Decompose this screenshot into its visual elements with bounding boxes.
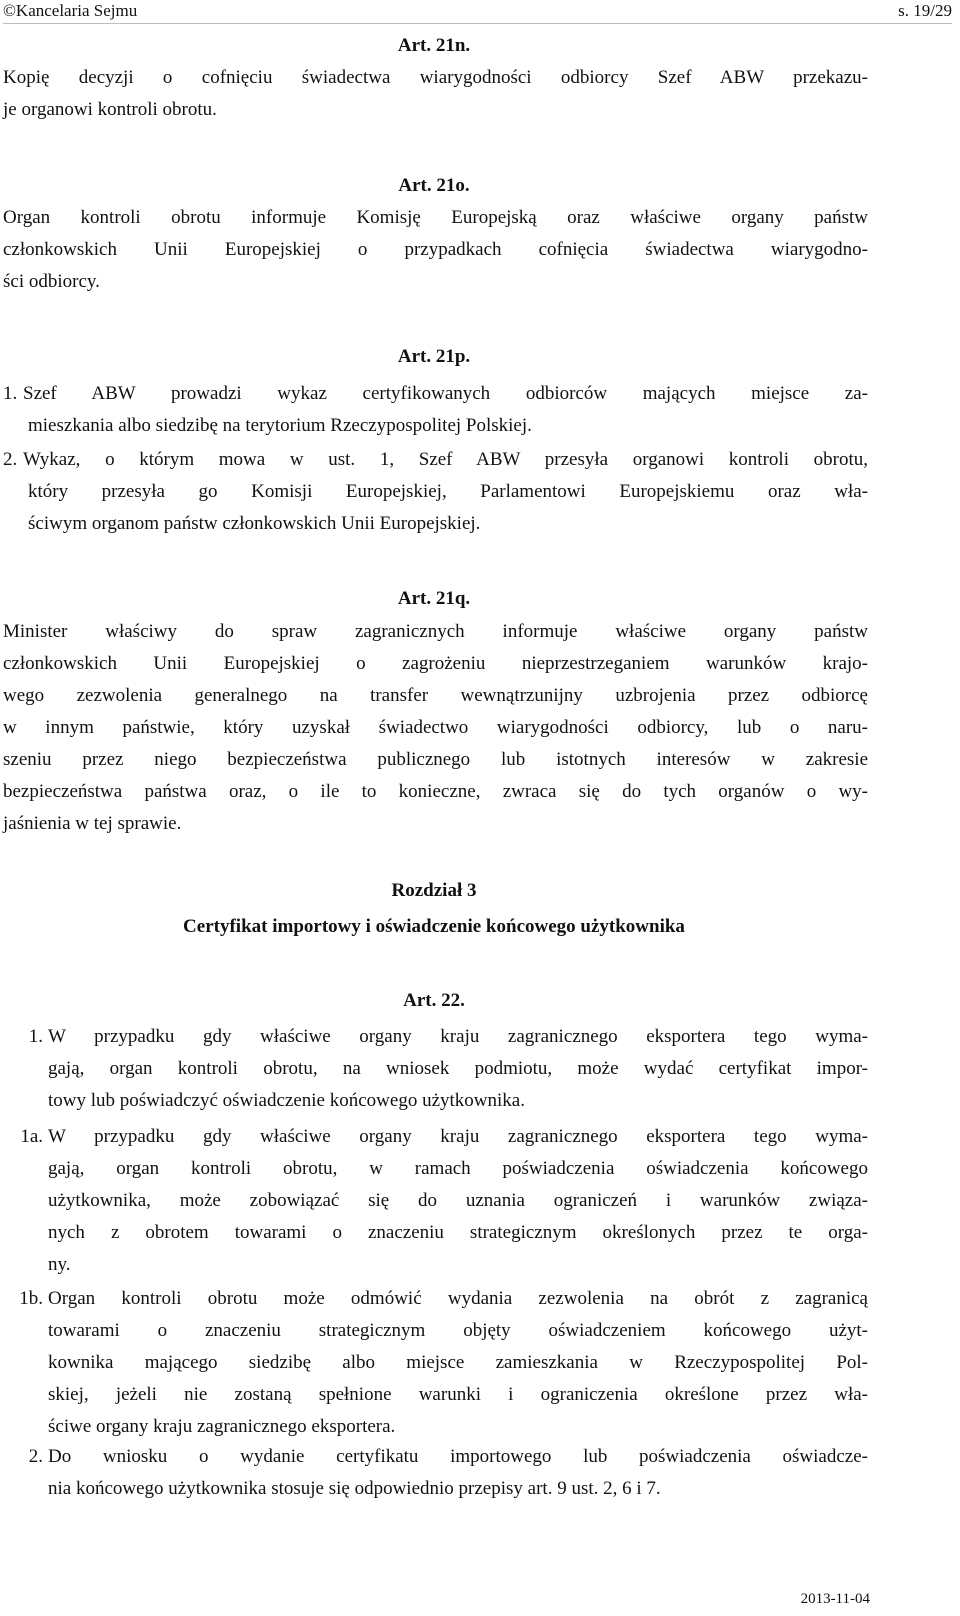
text-line: Kopię decyzji o cofnięciu świadectwa wiarygodności odbiorcy Szef ABW przekazu- <box>3 67 868 88</box>
text-line: W przypadku gdy właściwe organy kraju zagranicznego eksportera tego wyma- <box>48 1026 868 1047</box>
item-number: 2. <box>28 1446 43 1467</box>
text-line: członkowskich Unii Europejskiej o przypadkach cofnięcia świadectwa wiarygodno- <box>3 239 868 260</box>
article-heading-21n: Art. 21n. <box>397 35 471 56</box>
header-divider <box>3 23 952 24</box>
item-number: 1a. <box>20 1126 43 1147</box>
text-line: ny. <box>48 1254 71 1275</box>
text-line: gają, organ kontroli obrotu, na wniosek podmiotu, może wydać certyfikat impor- <box>48 1058 868 1079</box>
text-line: nych z obrotem towarami o znaczeniu strategicznym określonych przez te orga- <box>48 1222 868 1243</box>
text-line: Wykaz, o którym mowa w ust. 1, Szef ABW przesyła organowi kontroli obrotu, <box>23 449 868 470</box>
article-heading-21p: Art. 21p. <box>397 346 471 367</box>
item-text <box>48 1441 868 1505</box>
item-text <box>48 1121 868 1281</box>
page-footer-date: 2013-11-04 <box>800 1591 870 1607</box>
item-number: 1b. <box>19 1288 43 1309</box>
item-text <box>48 1021 868 1117</box>
text-line: Organ kontroli obrotu informuje Komisję Europejską oraz właściwe organy państw <box>3 207 868 228</box>
article-heading-22: Art. 22. <box>403 990 465 1011</box>
text-line: towy lub poświadczyć oświadczenie końcowego użytkownika. <box>48 1090 525 1111</box>
text-line: jaśnienia w tej sprawie. <box>3 813 182 834</box>
item-number: 1. <box>3 383 18 404</box>
article-heading-21o: Art. 21o. <box>398 175 470 196</box>
item-number: 2. <box>3 449 18 470</box>
page-header-source: ©Kancelaria Sejmu <box>3 1 138 20</box>
text-line: bezpieczeństwa państwa oraz, o ile to konieczne, zwraca się do tych organów o wy- <box>3 781 868 802</box>
text-line: skiej, jeżeli nie zostaną spełnione warunki i ograniczenia określone przez wła- <box>48 1384 868 1405</box>
text-line: Do wniosku o wydanie certyfikatu importowego lub poświadczenia oświadcze- <box>48 1446 868 1467</box>
text-line: mieszkania albo siedzibę na terytorium Rzeczypospolitej Polskiej. <box>28 415 532 436</box>
article-heading-21q: Art. 21q. <box>397 588 471 609</box>
text-line: który przesyła go Komisji Europejskiej, Parlamentowi Europejskiemu oraz wła- <box>28 481 868 502</box>
item-number: 1. <box>28 1026 43 1047</box>
text-line: wego zezwolenia generalnego na transfer wewnątrzunijny uzbrojenia przez odbiorcę <box>3 685 868 706</box>
page-number: s. 19/29 <box>898 1 952 20</box>
text-line: kownika mającego siedzibę albo miejsce zamieszkania w Rzeczypospolitej Pol- <box>48 1352 868 1373</box>
text-line: towarami o znaczeniu strategicznym objęty oświadczeniem końcowego użyt- <box>48 1320 868 1341</box>
text-line: szeniu przez niego bezpieczeństwa publicznego lub istotnych interesów w zakresie <box>3 749 868 770</box>
text-line: je organowi kontroli obrotu. <box>3 99 217 120</box>
text-line: ściwym organom państw członkowskich Unii Europejskiej. <box>28 513 481 534</box>
article-21n-text <box>3 62 868 126</box>
chapter-title: Certyfikat importowy i oświadczenie końcowego użytkownika <box>183 916 685 937</box>
article-21o-text <box>3 202 868 298</box>
text-line: Organ kontroli obrotu może odmówić wydania zezwolenia na obrót z zagranicą <box>48 1288 868 1309</box>
text-line: Minister właściwy do spraw zagranicznych informuje właściwe organy państw <box>3 621 868 642</box>
item-text <box>23 444 868 540</box>
text-line: członkowskich Unii Europejskiej o zagrożeniu nieprzestrzeganiem warunków krajo- <box>3 653 868 674</box>
text-line: użytkownika, może zobowiązać się do uznania ograniczeń i warunków związa- <box>48 1190 868 1211</box>
text-line: Szef ABW prowadzi wykaz certyfikowanych odbiorców mających miejsce za- <box>23 383 868 404</box>
article-21q-text <box>3 616 868 840</box>
text-line: ściwe organy kraju zagranicznego eksportera. <box>48 1416 396 1437</box>
text-line: nia końcowego użytkownika stosuje się odpowiednio przepisy art. 9 ust. 2, 6 i 7. <box>48 1478 661 1499</box>
text-line: w innym państwie, który uzyskał świadectwo wiarygodności odbiorcy, lub o naru- <box>3 717 868 738</box>
item-text <box>48 1283 868 1443</box>
text-line: ści odbiorcy. <box>3 271 100 292</box>
text-line: W przypadku gdy właściwe organy kraju zagranicznego eksportera tego wyma- <box>48 1126 868 1147</box>
text-line: gają, organ kontroli obrotu, w ramach poświadczenia oświadczenia końcowego <box>48 1158 868 1179</box>
chapter-number: Rozdział 3 <box>391 880 477 901</box>
item-text <box>23 378 868 442</box>
